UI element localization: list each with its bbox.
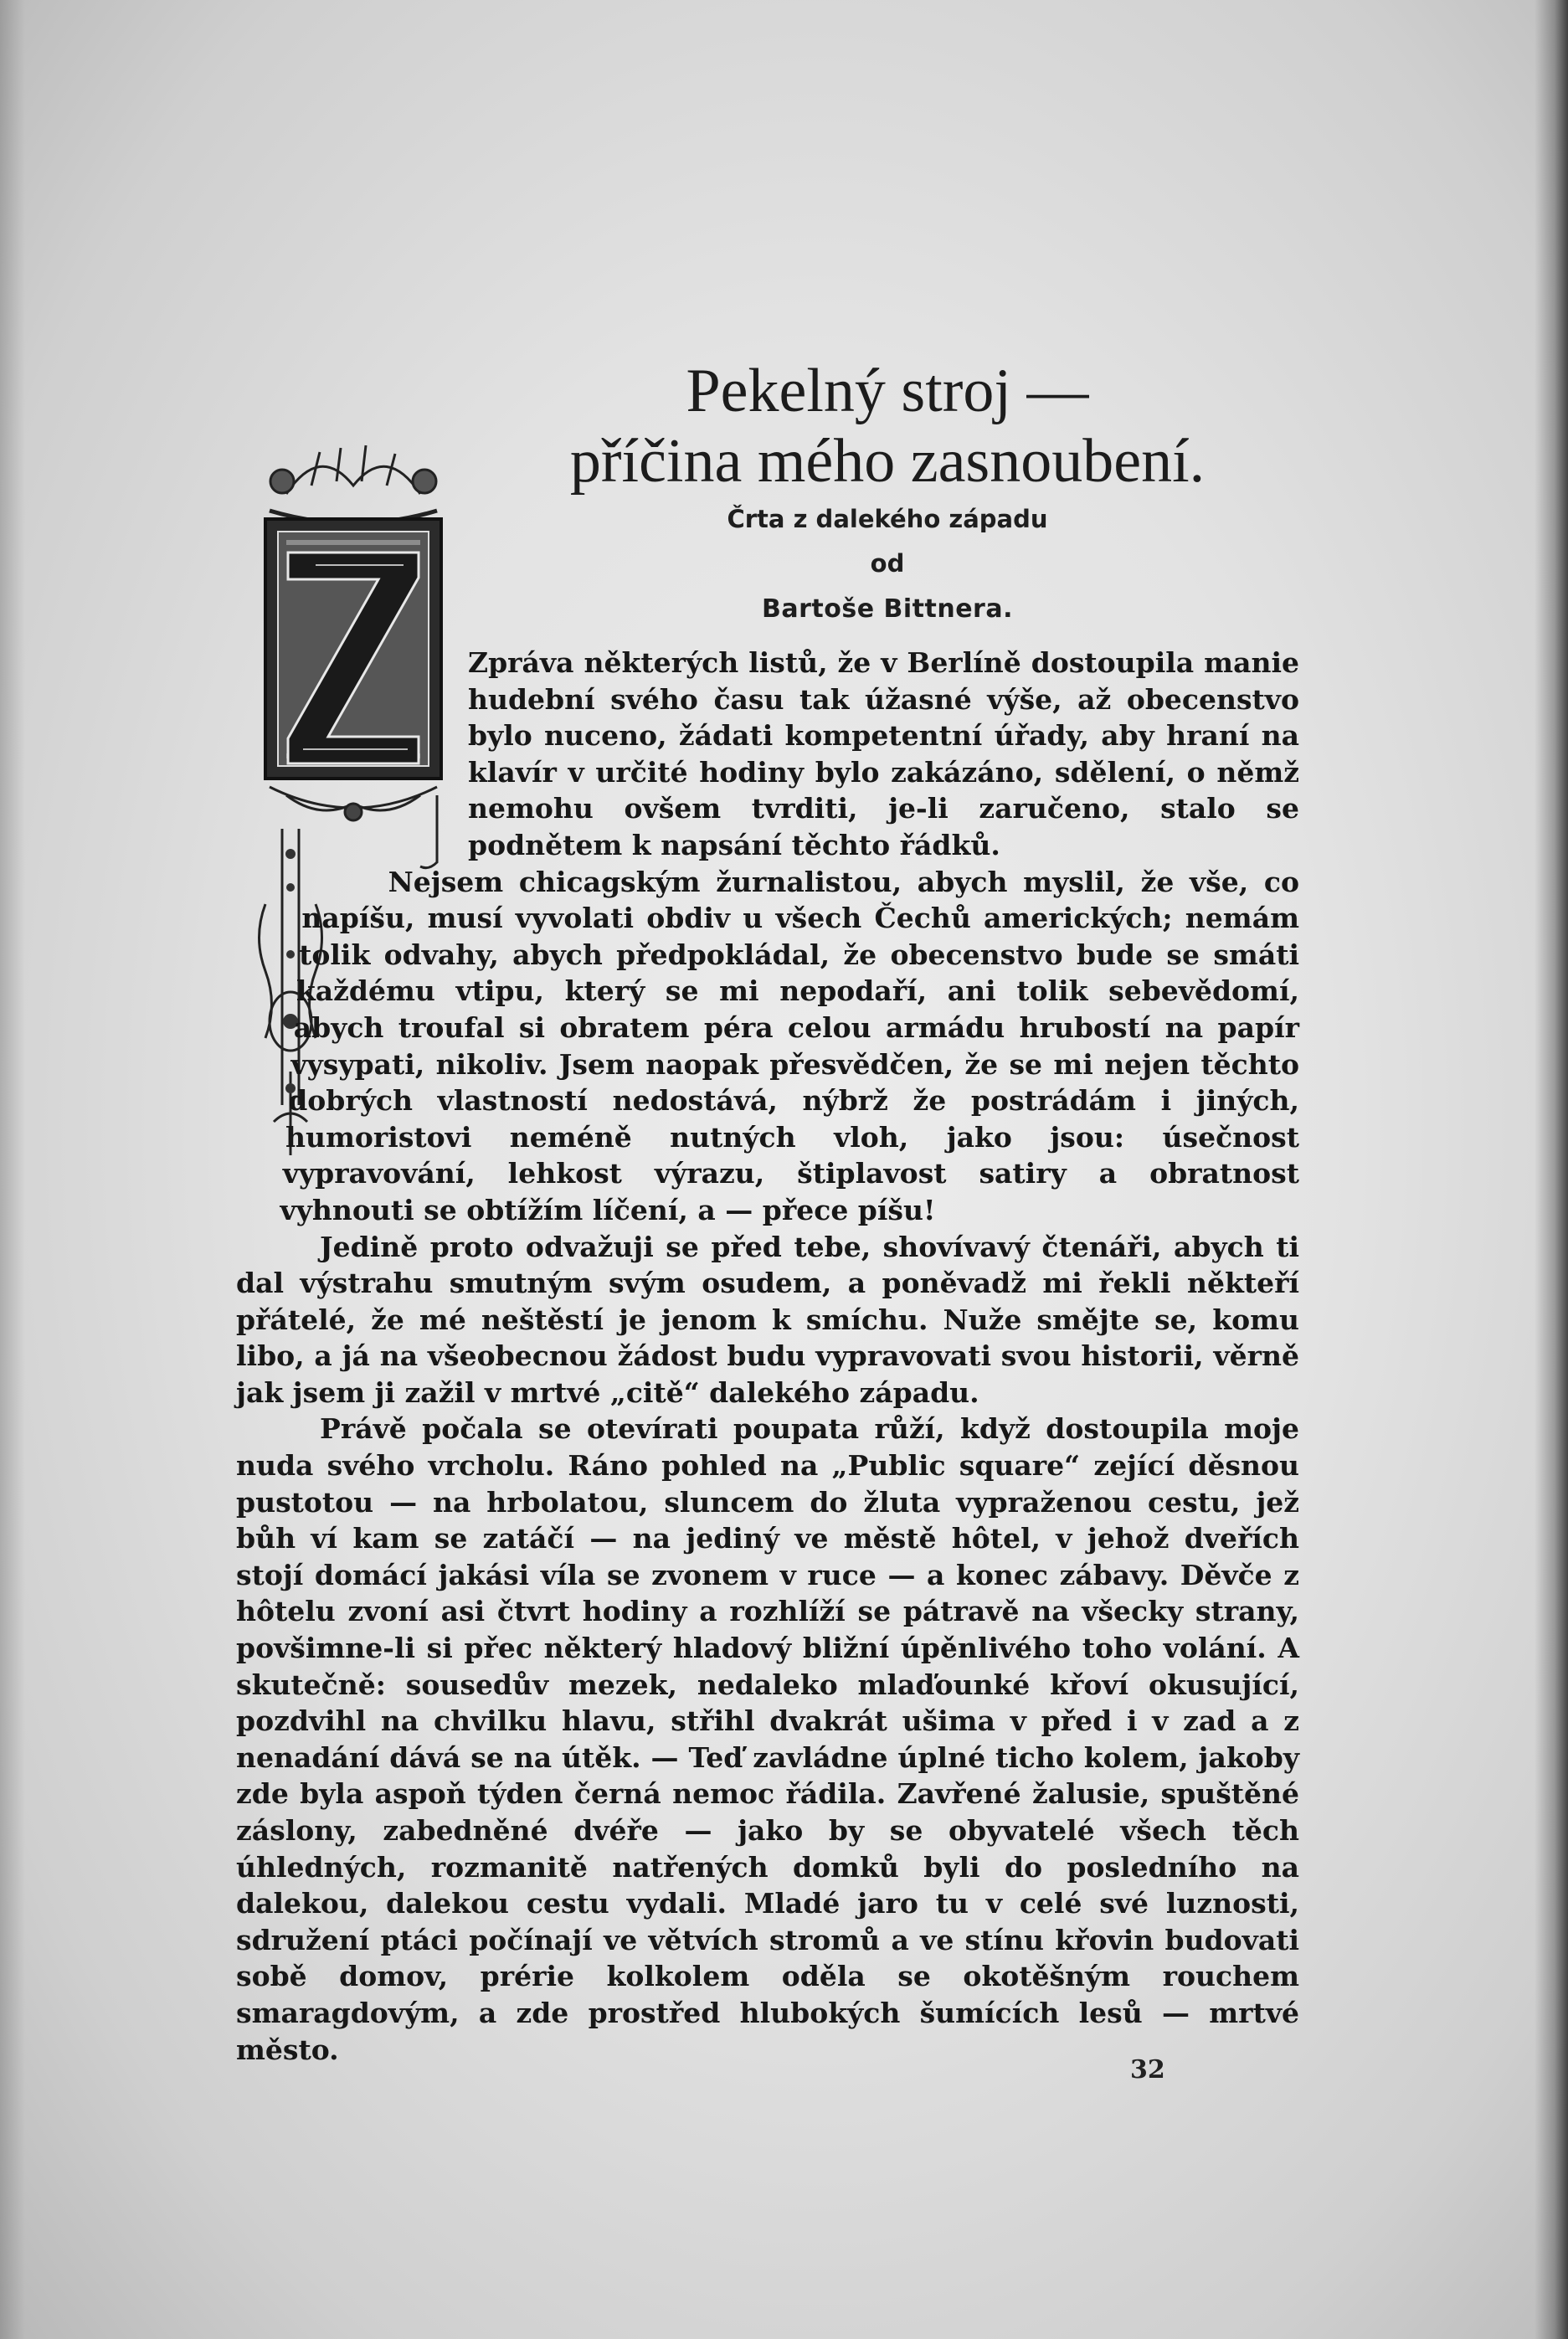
- article-subtitle: Črta z dalekého západu: [727, 505, 1048, 533]
- page-shadow-right: [1535, 0, 1568, 2339]
- page-number: 32: [1130, 2055, 1165, 2085]
- paragraph: Právě počala se otevírati poupata růží, když dostoupila moje nuda svého vrcholu. Ráno pohled na „Public square“ zející děsnou pustotou — na hrbolatou, sluncem do žluta vypraženou cestu, jež bůh ví kam se zatáčí — na jediný ve městě hôtel, v jehož dveřích stojí domácí jakási víla se zvonem v ruce — a konec zábavy. Děvče z hôtelu zvoní asi čtvrt hodiny a rozhlíží se pátravě na všecky strany, povšimne-li si přec některý hladový bližní úpěnlivého toho volání. A skutečně: sousedův mezek, nedaleko mlaďounké křoví okusující, pozdvihl na chvilku hlavu, střihl dvakrát ušima v před i v zad a z nenadání dává se na útěk. — Teď zavládne úplné ticho kolem, jakoby zde byla aspoň týden černá nemoc řádila. Zavřené žalusie, spuštěné záslony, zabedněné dvéře — jako by se obyvatelé všech těch úhledných, rozmanitě natřených domků byli do posledního na dalekou, dalekou cestu vydali. Mladé jaro tu v celé své luznosti, sdružení ptáci počínají ve větvích stromů a ve stínu křovin budovati sobě domov, prérie kolkolem oděla se okotěšným rouchem smaragdovým, a zde prostřed hlubokých šumících lesů — mrtvé město.: [236, 1412, 1299, 2066]
- title-line-2: příčina mého zasnoubení.: [569, 427, 1206, 496]
- article-body: [236, 645, 1299, 2068]
- byline-connector: od: [870, 549, 905, 578]
- article-author: Bartoše Bittnera.: [762, 594, 1013, 624]
- paragraph: Nejsem chicagským žurnalistou, abych myslil, že vše, co napíšu, musí vyvolati obdiv u všech Čechů amerických; nemám tolik odvahy, abych předpokládal, že obecenstvo bude se smáti každému vtipu, který se mi nepodaří, ani tolik sebevědomí, abych troufal si obratem péra celou armádu hrubostí na papír vysypati, nikoliv. Jsem naopak přesvědčen, že se mi nejen těchto dobrých vlastností nedostává, nýbrž že postrádám i jiných, humoristovi neméně nutných vloh, jako jsou: úsečnost vypravování, lehkost výrazu, štiplavost satiry a obratnost vyhnouti se obtížím líčení, a — přece píšu!: [280, 865, 1299, 1226]
- paragraph: Jedině proto odvažuji se před tebe, shovívavý čtenáři, abych ti dal výstrahu smutným svým osudem, a poněvadž mi řekli někteří přátelé, že mé neštěstí je jenom k smíchu. Nuže smějte se, komu libo, a já na všeobecnou žádost budu vypravovati svou historii, věrně jak jsem ji zažil v mrtvé „citě“ dalekého západu.: [236, 1230, 1299, 1409]
- title-line-1: Pekelný stroj —: [686, 357, 1089, 425]
- article-title: [469, 356, 1306, 496]
- paragraph: Zpráva některých listů, že v Berlíně dostoupila manie hudební svého času tak úžasné výše, až obecenstvo bylo nuceno, žádati kompetentní úřady, aby hraní na klavír v určité hodiny bylo zakázáno, sdělení, o němž nemohu ovšem tvrditi, je-li zaručeno, stalo se podnětem k napsání těchto řádků.: [468, 646, 1299, 861]
- page-shadow-left: [0, 0, 25, 2339]
